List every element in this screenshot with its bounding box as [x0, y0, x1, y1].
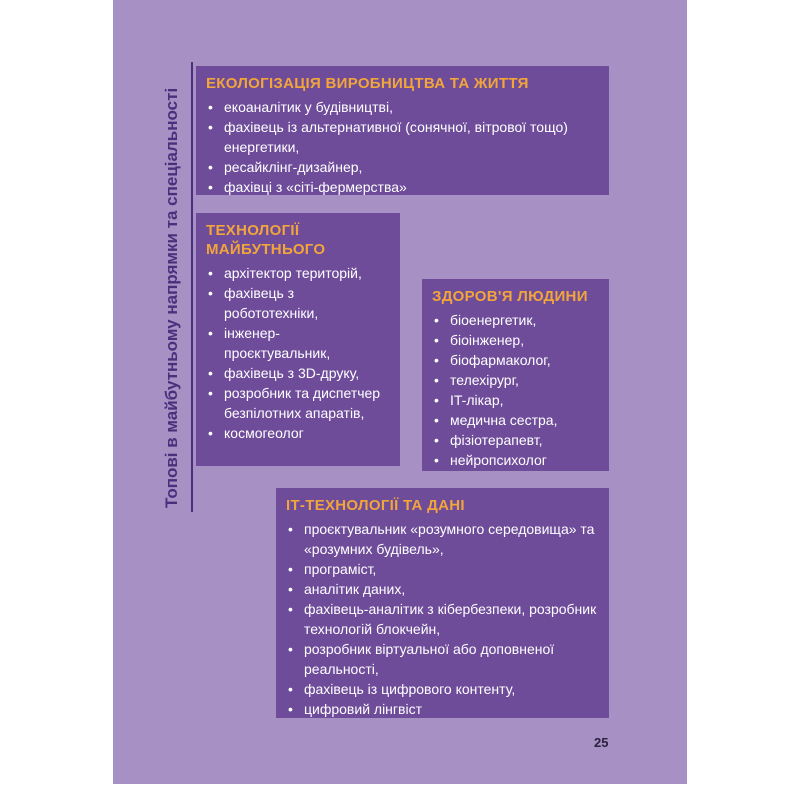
list-item: • розробник віртуальної або доповненої реальності, — [288, 641, 555, 677]
list-item: • програміст, — [288, 561, 377, 577]
bullet-icon: • — [208, 119, 213, 135]
item-list — [206, 263, 390, 443]
bullet-icon: • — [434, 372, 439, 388]
list-item: • медична сестра, — [434, 412, 558, 428]
section-ecology — [196, 66, 609, 195]
list-item: • нейропсихолог — [434, 452, 547, 468]
section-title: ЗДОРОВ'Я ЛЮДИНИ — [432, 288, 588, 305]
list-item: • фахівець із альтернативної (сонячної, вітрової тощо) енергетики, — [208, 119, 568, 155]
section-health — [422, 279, 609, 471]
list-item: • космогеолог — [208, 425, 304, 441]
bullet-icon: • — [288, 641, 293, 657]
bullet-icon: • — [434, 452, 439, 468]
bullet-icon: • — [288, 581, 293, 597]
bullet-icon: • — [208, 159, 213, 175]
bullet-icon: • — [208, 179, 213, 195]
list-item: • екоаналітик у будівництві, — [208, 99, 393, 115]
section-title: ЕКОЛОГІЗАЦІЯ ВИРОБНИЦТВА ТА ЖИТТЯ — [206, 75, 529, 92]
bullet-icon: • — [434, 392, 439, 408]
list-item: • телехірург, — [434, 372, 519, 388]
bullet-icon: • — [288, 601, 293, 617]
list-item: • цифровий лінгвіст — [288, 701, 422, 717]
section-it-data — [276, 488, 609, 718]
item-list — [432, 310, 599, 470]
bullet-icon: • — [208, 385, 213, 401]
list-item: • біофармаколог, — [434, 352, 551, 368]
item-list — [206, 97, 599, 197]
list-item: • проєктувальник «розумного середовища» та «розумних будівель», — [288, 521, 595, 557]
bullet-icon: • — [208, 265, 213, 281]
bullet-icon: • — [434, 412, 439, 428]
list-item: • фахівець-аналітик з кібербезпеки, розробник технологій блокчейн, — [288, 601, 597, 637]
list-item: • біоінженер, — [434, 332, 525, 348]
bullet-icon: • — [288, 701, 293, 717]
list-item: • фахівець з робототехніки, — [208, 285, 319, 321]
item-list — [286, 519, 599, 719]
bullet-icon: • — [208, 285, 213, 301]
page-number: 25 — [594, 735, 609, 750]
section-technology — [196, 213, 400, 466]
bullet-icon: • — [434, 352, 439, 368]
bullet-icon: • — [208, 365, 213, 381]
sidebar-divider — [191, 62, 193, 512]
bullet-icon: • — [434, 332, 439, 348]
bullet-icon: • — [434, 312, 439, 328]
bullet-icon: • — [288, 561, 293, 577]
list-item: • розробник та диспетчер безпілотних апаратів, — [208, 385, 381, 421]
bullet-icon: • — [208, 425, 213, 441]
bullet-icon: • — [288, 521, 293, 537]
list-item: • IT-лікар, — [434, 392, 504, 408]
bullet-icon: • — [208, 99, 213, 115]
bullet-icon: • — [288, 681, 293, 697]
list-item: • архітектор територій, — [208, 265, 362, 281]
list-item: • фахівці з «сіті-фермерства» — [208, 179, 407, 195]
list-item: • фахівець із цифрового контенту, — [288, 681, 516, 697]
list-item: • ресайклінг-дизайнер, — [208, 159, 363, 175]
list-item: • аналітик даних, — [288, 581, 406, 597]
list-item: • фахівець з 3D-друку, — [208, 365, 360, 381]
section-title: ІТ-ТЕХНОЛОГІЇ ТА ДАНІ — [286, 497, 465, 514]
section-title: ТЕХНОЛОГІЇ МАЙБУТНЬОГО — [206, 222, 326, 258]
bullet-icon: • — [208, 325, 213, 341]
list-item: • біоенергетик, — [434, 312, 537, 328]
list-item: • фізіотерапевт, — [434, 432, 543, 448]
list-item: • інженер-проєктувальник, — [208, 325, 331, 361]
bullet-icon: • — [434, 432, 439, 448]
sidebar-title: Топові в майбутньому напрямки та спеціальності — [162, 87, 181, 508]
